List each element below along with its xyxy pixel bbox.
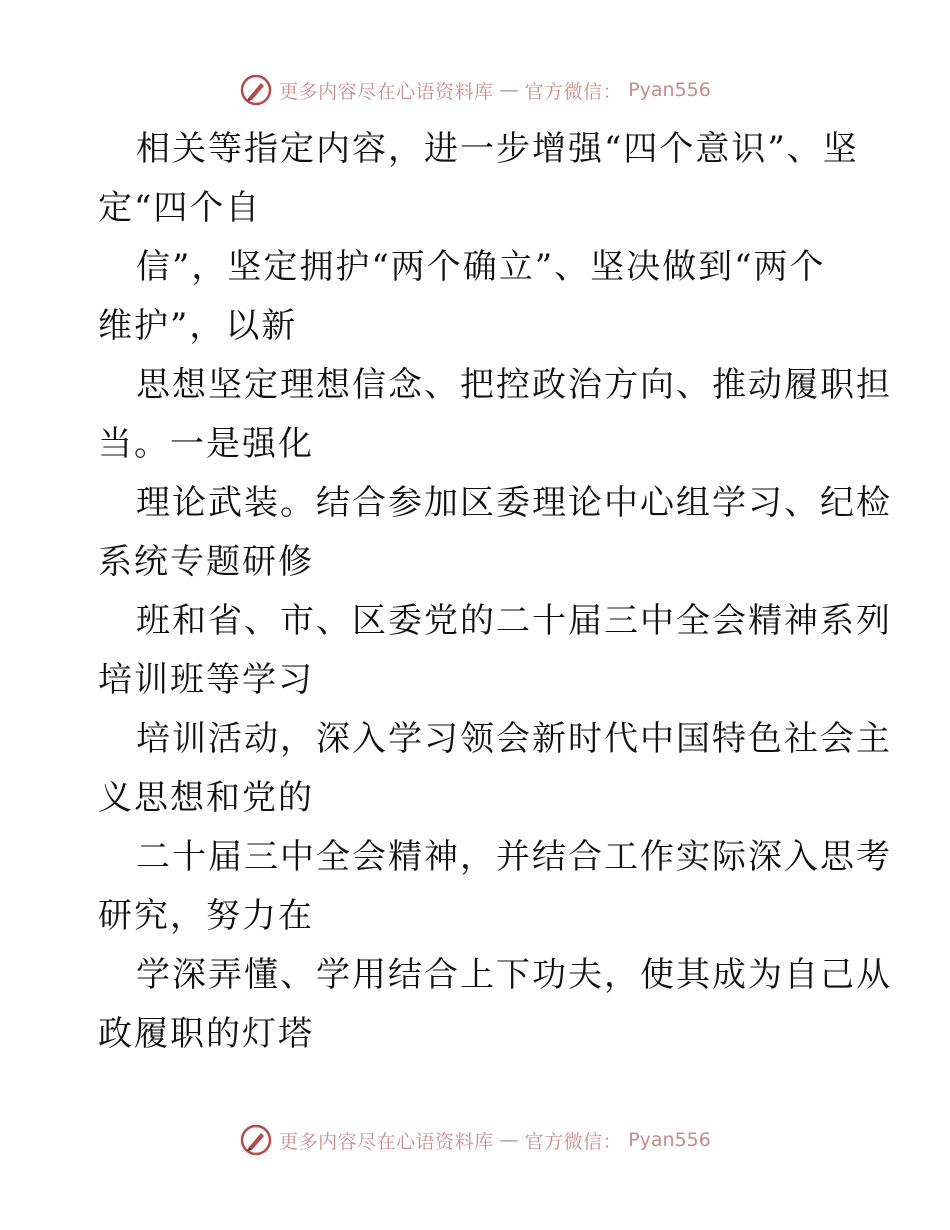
banner-site-text: 更多内容尽在心语资料库 (279, 1130, 494, 1153)
paragraph-line-2: 定“四个自 (98, 188, 262, 228)
paragraph (98, 828, 892, 946)
banner-wechat-label: 官方微信： (524, 80, 623, 103)
pen-logo-icon (239, 73, 273, 107)
paragraph-line-2: 研究，努力在 (98, 896, 314, 936)
paragraph-line-1: 学深弄懂、学用结合上下功夫，使其成为自己从 (136, 955, 892, 995)
paragraph (98, 120, 858, 238)
paragraph-line-1: 班和省、市、区委党的二十届三中全会精神系列 (136, 601, 892, 641)
paragraph (98, 592, 892, 710)
paragraph (98, 710, 892, 828)
banner-separator: — (499, 79, 519, 101)
paragraph-line-1: 培训活动，深入学习领会新时代中国特色社会主 (136, 719, 892, 759)
paragraph-line-2: 维护”，以新 (98, 306, 298, 346)
paragraph-line-1: 理论武装。结合参加区委理论中心组学习、纪检 (136, 483, 892, 523)
paragraph (98, 946, 892, 1064)
pen-logo-icon (239, 1123, 273, 1157)
banner-wechat-label: 官方微信： (524, 1130, 623, 1153)
paragraph-line-2: 系统专题研修 (98, 542, 314, 582)
banner-wechat-handle: Pyan556 (628, 1129, 711, 1151)
paragraph (98, 474, 892, 592)
paragraph-line-2: 当。一是强化 (98, 424, 314, 464)
paragraph (98, 238, 858, 356)
paragraph-line-2: 政履职的灯塔 (98, 1014, 314, 1054)
paragraph-line-1: 信”，坚定拥护“两个确立”、坚决做到“两个 (136, 247, 826, 287)
paragraph (98, 356, 892, 474)
paragraph-line-1: 二十届三中全会精神，并结合工作实际深入思考 (136, 837, 892, 877)
paragraph-line-1: 相关等指定内容，进一步增强“四个意识”、坚 (136, 129, 859, 169)
banner-site-text: 更多内容尽在心语资料库 (279, 80, 494, 103)
document-body (98, 120, 892, 1064)
paragraph-line-1: 思想坚定理想信念、把控政治方向、推动履职担 (136, 365, 892, 405)
banner-wechat-handle: Pyan556 (628, 79, 711, 101)
banner-separator: — (499, 1129, 519, 1151)
paragraph-line-2: 义思想和党的 (98, 778, 314, 818)
header-banner (0, 70, 950, 110)
paragraph-line-2: 培训班等学习 (98, 660, 314, 700)
footer-banner (0, 1120, 950, 1160)
